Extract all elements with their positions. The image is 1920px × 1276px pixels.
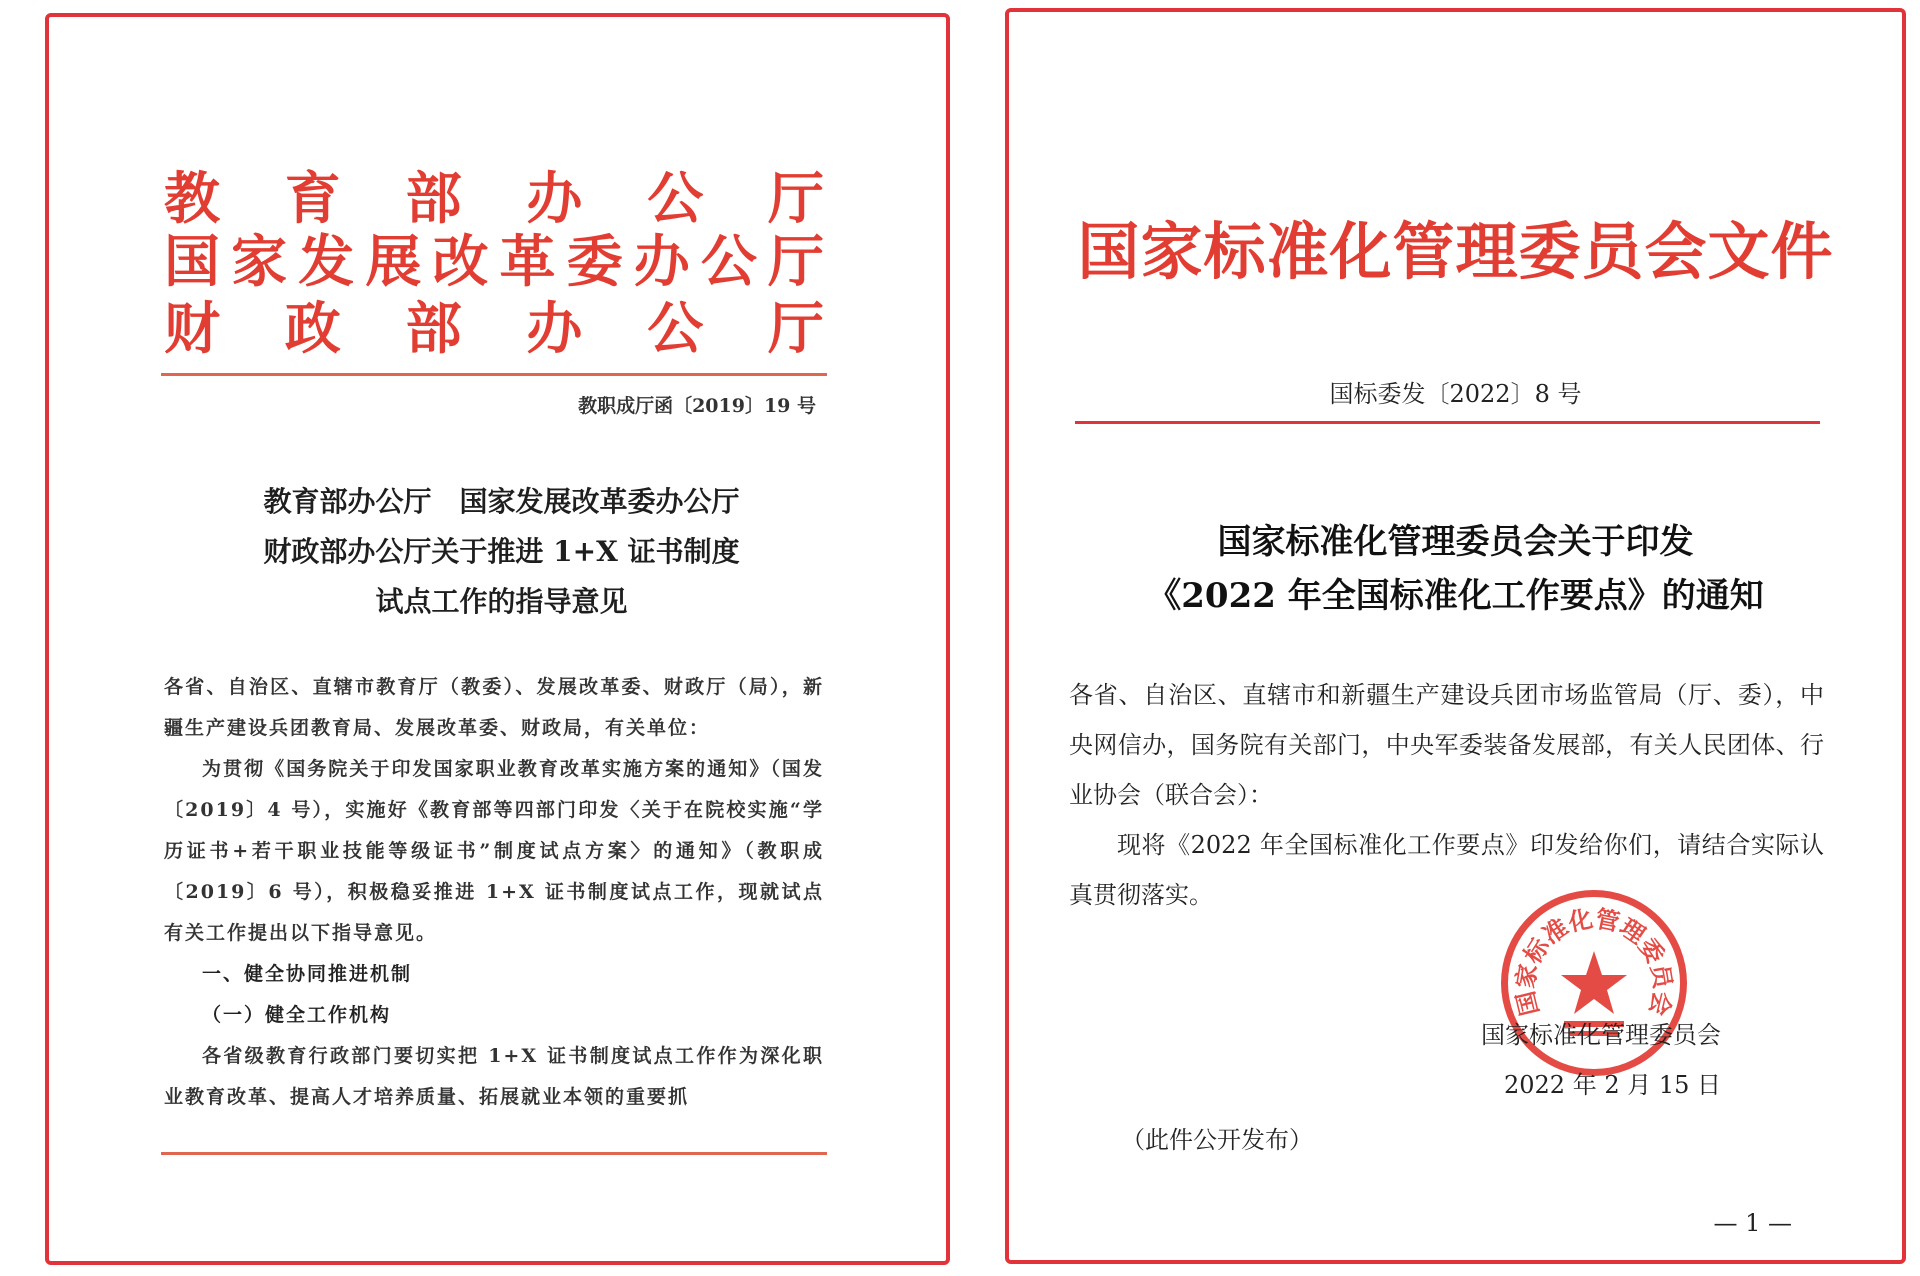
public-note: （此件公开发布） xyxy=(1121,1126,1313,1154)
document-body xyxy=(164,667,824,1118)
header-line-2: 国 家 发 展 改 革 委 办 公 厅 xyxy=(164,229,824,295)
right-document-panel xyxy=(1005,8,1906,1264)
section-heading: 一、健全协同推进机制 xyxy=(202,963,413,985)
seal-text: 国家标准化管理委员会 xyxy=(1510,903,1678,1019)
document-header: 国家标准化管理委员会文件 xyxy=(1077,215,1834,288)
header-divider xyxy=(161,373,827,376)
header-divider xyxy=(1075,421,1820,424)
body-paragraph: 现将《2022 年全国标准化工作要点》印发给你们，请结合实际认真贯彻落实。 xyxy=(1069,831,1824,909)
document-title: 教育部办公厅 国家发展改革委办公厅 财政部办公厅关于推进 1+X 证书制度 试点工作的指导意见 xyxy=(263,485,740,618)
header-line-1: 教 育 部 办 公 厅 xyxy=(164,166,824,232)
doc-number: 教职成厅函〔2019〕19 号 xyxy=(578,395,816,417)
page-number: — 1 — xyxy=(1713,1209,1792,1237)
header-line-3: 财 政 部 办 公 厅 xyxy=(164,296,824,362)
doc-number: 国标委发〔2022〕8 号 xyxy=(1329,380,1582,408)
document-body xyxy=(1069,670,1824,920)
subsection-heading: （一）健全工作机构 xyxy=(202,1004,392,1026)
intro-paragraph: 为贯彻《国务院关于印发国家职业教育改革实施方案的通知》（国发〔2019〕4 号），实施好《教育部等四部门印发〈关于在院校实施“学历证书+若干职业技能等级证书”制度试点方案〉的通知》（教职成〔2019〕6 号），积极稳妥推进 1+X 证书制度试点工作，现就试点有关工作提出以下指导意见。 xyxy=(164,758,824,944)
document-title: 国家标准化管理委员会关于印发 《2022 年全国标准化工作要点》的通知 xyxy=(1147,522,1764,616)
salutation: 各省、自治区、直辖市教育厅（教委）、发展改革委、财政厅（局），新疆生产建设兵团教育局、发展改革委、财政局，有关单位： xyxy=(164,676,824,739)
left-document-panel xyxy=(45,13,950,1265)
salutation: 各省、自治区、直辖市和新疆生产建设兵团市场监管局（厅、委），中央网信办，国务院有关部门，中央军委装备发展部，有关人民团体、行业协会（联合会）： xyxy=(1069,681,1824,809)
signer: 国家标准化管理委员会 xyxy=(1481,1021,1721,1049)
sign-date: 2022 年 2 月 15 日 xyxy=(1504,1071,1722,1099)
footer-divider xyxy=(161,1152,827,1155)
seal-star-icon xyxy=(1561,951,1627,1014)
body-paragraph: 各省级教育行政部门要切实把 1+X 证书制度试点工作作为深化职业教育改革、提高人才培养质量、拓展就业本领的重要抓 xyxy=(164,1045,824,1108)
